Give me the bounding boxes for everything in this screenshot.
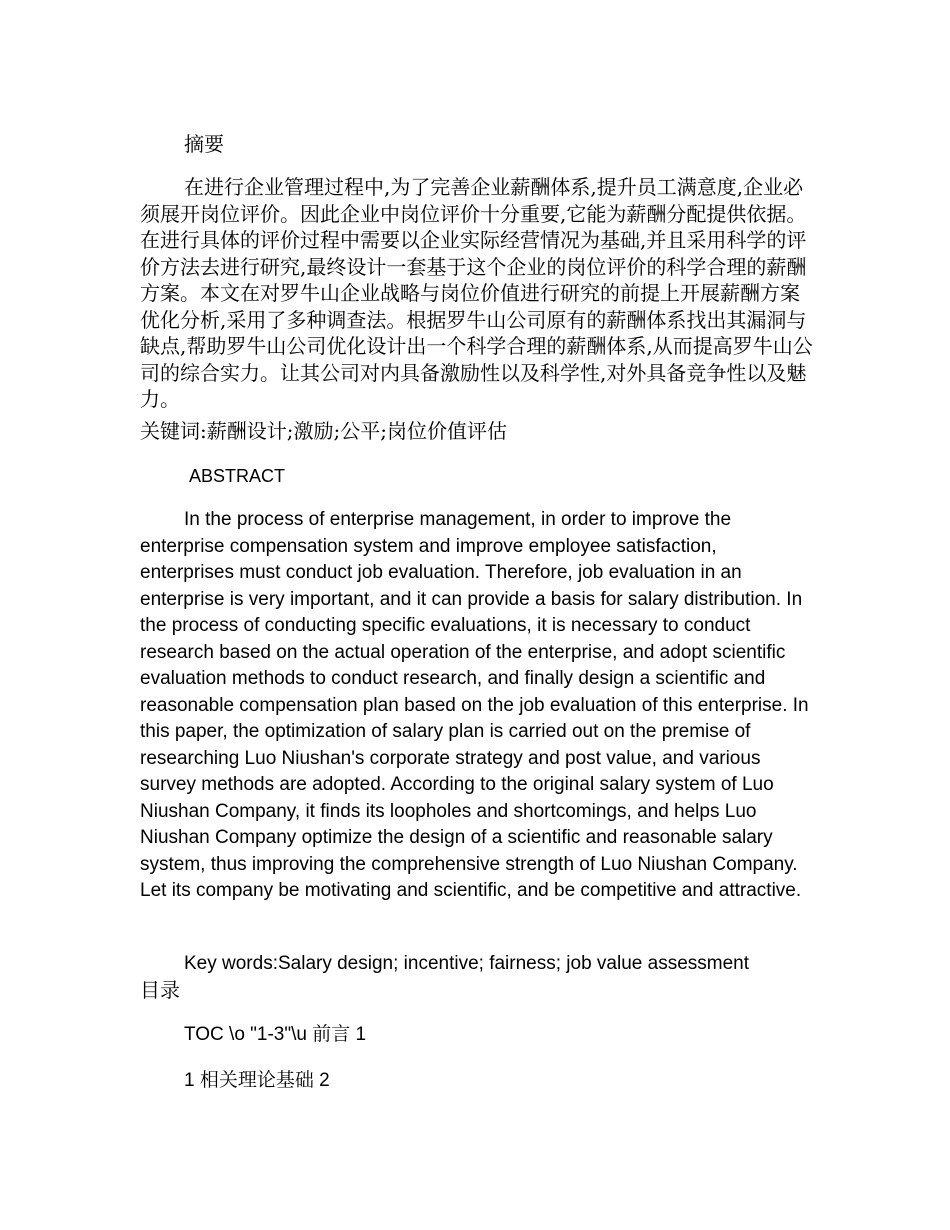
toc-entry: 1 相关理论基础 2	[184, 1070, 330, 1091]
abstract-en-body: In the process of enterprise management, in order to improve the enterprise compensation system and improve employee satisfaction, enterprises must conduct job evaluation. Therefore, job evaluation in an enterprise is very important, and it can provide a basis for salary distribution. In the process of conducting specific evaluations, it is necessary to conduct research based on the actual operation of the enterprise, and adopt scientific evaluation methods to conduct research, and finally design a scientific and reasonable compensation plan based on the job evaluation of this enterprise. In this paper, the optimization of salary plan is carried out on the premise of researching Luo Niushan's corporate strategy and post value, and various survey methods are adopted. According to the original salary system of Luo Niushan Company, it finds its loopholes and shortcomings, and helps Luo Niushan Company optimize the design of a scientific and reasonable salary system, thus improving the comprehensive strength of Luo Niushan Company. Let its company be motivating and scientific, and be competitive and attractive.	[140, 509, 809, 901]
abstract-cn-keywords: 关键词:薪酬设计;激励;公平;岗位价值评估	[140, 419, 507, 443]
toc-title: 目录	[140, 978, 180, 1002]
toc-entry: TOC \o "1-3"\u 前言 1	[184, 1024, 367, 1045]
abstract-en-keywords: Key words:Salary design; incentive; fairness; job value assessment	[184, 953, 749, 974]
abstract-cn-heading: 摘要	[184, 132, 224, 156]
abstract-en-heading: ABSTRACT	[189, 466, 286, 486]
abstract-cn-body: 在进行企业管理过程中,为了完善企业薪酬体系,提升员工满意度,企业必须展开岗位评价。因此企业中岗位评价十分重要,它能为薪酬分配提供依据。在进行具体的评价过程中需要以企业实际经营情况为基础,并且采用科学的评价方法去进行研究,最终设计一套基于这个企业的岗位评价的科学合理的薪酬方案。本文在对罗牛山企业战略与岗位价值进行研究的前提上开展薪酬方案优化分析,采用了多种调查法。根据罗牛山公司原有的薪酬体系找出其漏洞与缺点,帮助罗牛山公司优化设计出一个科学合理的薪酬体系,从而提高罗牛山公司的综合实力。让其公司对内具备激励性以及科学性,对外具备竞争性以及魅力。	[140, 175, 813, 411]
